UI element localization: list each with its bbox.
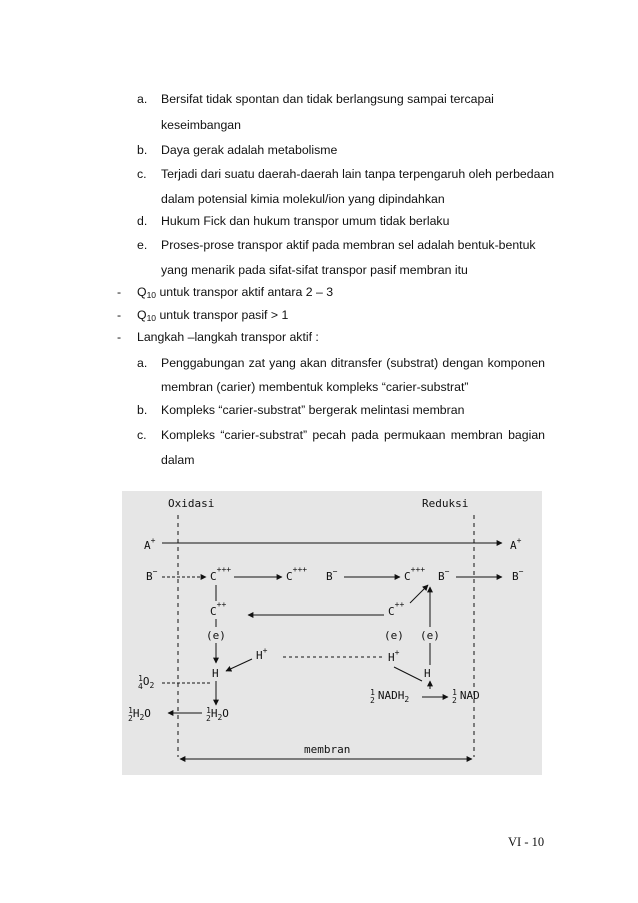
b-minus-right: B− (512, 567, 524, 583)
c2-left: C++ (210, 600, 227, 618)
c3-middle: C+++ (286, 565, 308, 583)
half-nad: $^1$ 2 NAD (452, 688, 480, 705)
reduksi-label: Reduksi (422, 497, 469, 510)
list-text: membran (carier) membentuk kompleks “carier-substrat” (161, 380, 469, 394)
oxidasi-label: Oxidasi (168, 497, 215, 510)
bullet-text: Langkah –langkah transpor aktif : (137, 330, 319, 344)
h-plus-to-h-arrow (226, 659, 252, 671)
e-right-2: (e) (420, 629, 440, 642)
bullet-text (137, 307, 288, 326)
h-plus-right: H+ (388, 648, 400, 664)
e-right-1: (e) (384, 629, 404, 642)
list-text: keseimbangan (161, 118, 241, 132)
a-plus-right: A+ (510, 536, 522, 552)
page-number: VI - 10 (508, 835, 545, 849)
list-text: yang menarik pada sifat-sifat transpor pasif membran itu (161, 263, 468, 277)
h-left: H (212, 667, 219, 680)
h-right: H (424, 667, 431, 680)
list-text: Terjadi dari suatu daerah-daerah lain tanpa terpengaruh oleh perbedaan (161, 167, 555, 181)
h-plus-left: H+ (256, 646, 268, 662)
bullet-rest: untuk transpor pasif > 1 (156, 308, 289, 322)
list-text: dalam potensial kimia molekul/ion yang dipindahkan (161, 192, 445, 206)
list-text: Penggabungan zat yang akan ditransfer (substrat) dengan komponen (161, 356, 545, 370)
b-minus-middle: B− (326, 567, 338, 583)
q-subscript: 10 (146, 313, 157, 323)
list-text: Daya gerak adalah metabolisme (161, 143, 338, 157)
list-text: Kompleks “carier-substrat” bergerak melintasi membran (161, 403, 465, 417)
list-text: Bersifat tidak spontan dan tidak berlangsung sampai tercapai (161, 92, 494, 106)
c2-right: C++ (388, 600, 405, 618)
half-nadh2: $^1$ 2 $NADH_2$ (370, 688, 410, 705)
h-plus-to-h-line (394, 667, 422, 681)
membran-label: membran (304, 743, 351, 756)
list-marker: a. (137, 356, 148, 370)
list-marker: a. (137, 92, 148, 106)
c3-left: C+++ (210, 565, 232, 583)
q-subscript: 10 (146, 290, 157, 300)
bullet-dash: - (117, 285, 122, 299)
bullet-dash: - (117, 308, 122, 322)
half-h2o-left: $^1$ $2H_2O$ (128, 706, 151, 723)
q-symbol: Q (137, 285, 147, 299)
list-text: dalam (161, 453, 195, 467)
b-minus-right-inner: B− (438, 567, 450, 583)
c2-to-c3-arrow (410, 585, 428, 603)
list-marker: b. (137, 143, 148, 157)
list-marker: b. (137, 403, 148, 417)
list-marker: d. (137, 214, 148, 228)
list-marker: c. (137, 428, 147, 442)
list-marker: c. (137, 167, 147, 181)
e-left: (e) (206, 629, 226, 642)
a-plus-left: A+ (144, 536, 156, 552)
list-text: Proses-prose transpor aktif pada membran sel adalah bentuk-bentuk (161, 238, 536, 252)
bullet-dash: - (117, 330, 122, 344)
bullet-text (137, 284, 333, 303)
transport-diagram (122, 491, 542, 775)
half-h2o-right: $^1$ $2H_2O$ (206, 706, 229, 723)
bullet-rest: untuk transpor aktif antara 2 – 3 (156, 285, 334, 299)
list-text: Kompleks “carier-substrat” pecah pada permukaan membran bagian (161, 428, 545, 442)
list-marker: e. (137, 238, 148, 252)
quarter-o2: $^1$ $4O_2$ (138, 674, 155, 691)
b-minus-left: B− (146, 567, 158, 583)
c3-right: C+++ (404, 565, 426, 583)
q-symbol: Q (137, 308, 147, 322)
list-text: Hukum Fick dan hukum transpor umum tidak berlaku (161, 214, 450, 228)
